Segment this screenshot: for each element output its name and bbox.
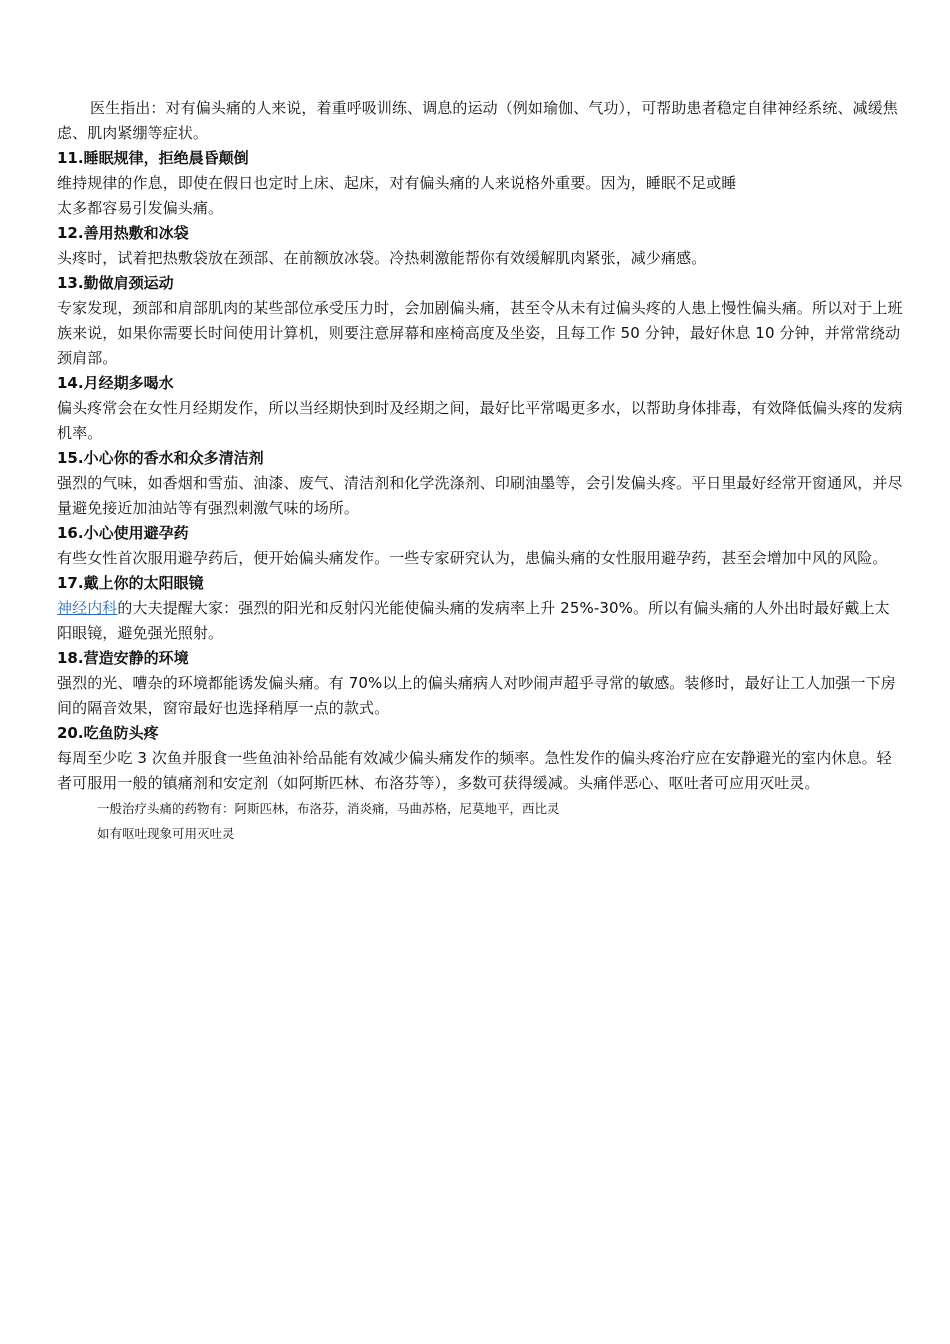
section-body-11-line2: 太多都容易引发偏头痛。 — [57, 199, 224, 217]
section-heading-20: 20.吃鱼防头疼 — [57, 724, 159, 742]
section-heading-13: 13.勤做肩颈运动 — [57, 274, 174, 292]
section-body-16: 有些女性首次服用避孕药后，便开始偏头痛发作。一些专家研究认为，患偏头痛的女性服用避孕药，甚至会增加中风的风险。 — [57, 549, 888, 567]
section-body-17-text: 的大夫提醒大家：强烈的阳光和反射闪光能使偏头痛的发病率上升 25%-30%。所以有偏头痛的人外出时最好戴上太阳眼镜，避免强光照射。 — [57, 599, 890, 642]
section-heading-17: 17.戴上你的太阳眼镜 — [57, 574, 204, 592]
section-heading-14: 14.月经期多喝水 — [57, 374, 174, 392]
document-page — [57, 96, 903, 846]
section-heading-16: 16.小心使用避孕药 — [57, 524, 189, 542]
section-heading-12: 12.善用热敷和冰袋 — [57, 224, 189, 242]
section-body-13: 专家发现，颈部和肩部肌肉的某些部位承受压力时，会加剧偏头痛，甚至令从未有过偏头疼的人患上慢性偏头痛。所以对于上班族来说，如果你需要长时间使用计算机，则要注意屏幕和座椅高度及坐姿，且每工作 50 分钟，最好休息 10 分钟，并常常绕动颈肩部。 — [57, 299, 903, 367]
section-heading-11: 11.睡眠规律，拒绝晨昏颠倒 — [57, 149, 249, 167]
section-body-15: 强烈的气味，如香烟和雪茄、油漆、废气、清洁剂和化学洗涤剂、印刷油墨等，会引发偏头疼。平日里最好经常开窗通风，并尽量避免接近加油站等有强烈刺激气味的场所。 — [57, 474, 903, 517]
medication-note: 一般治疗头痛的药物有：阿斯匹林，布洛芬，消炎痛，马曲苏格，尼莫地平，西比灵 — [97, 801, 560, 816]
section-body-14: 偏头疼常会在女性月经期发作，所以当经期快到时及经期之间，最好比平常喝更多水，以帮助身体排毒，有效降低偏头疼的发病机率。 — [57, 399, 903, 442]
vomiting-note: 如有呕吐现象可用灭吐灵 — [97, 826, 235, 841]
section-heading-15: 15.小心你的香水和众多清洁剂 — [57, 449, 264, 467]
intro-paragraph: 医生指出：对有偏头痛的人来说，着重呼吸训练、调息的运动（例如瑜伽、气功），可帮助患者稳定自律神经系统、减缓焦虑、肌肉紧绷等症状。 — [57, 99, 898, 142]
section-body-18: 强烈的光、嘈杂的环境都能诱发偏头痛。有 70%以上的偏头痛病人对吵闹声超乎寻常的敏感。装修时，最好让工人加强一下房间的隔音效果，窗帘最好也选择稍厚一点的款式。 — [57, 674, 896, 717]
section-body-17 — [57, 596, 903, 646]
section-heading-18: 18.营造安静的环境 — [57, 649, 189, 667]
section-body-11-line1: 维持规律的作息，即使在假日也定时上床、起床，对有偏头痛的人来说格外重要。因为，睡眠不足或睡 — [57, 174, 737, 192]
section-body-20: 每周至少吃 3 次鱼并服食一些鱼油补给品能有效减少偏头痛发作的频率。急性发作的偏头疼治疗应在安静避光的室内休息。轻者可服用一般的镇痛剂和安定剂（如阿斯匹林、布洛芬等），多数可获得缓减。头痛伴恶心、呕吐者可应用灭吐灵。 — [57, 749, 892, 792]
section-body-12: 头疼时，试着把热敷袋放在颈部、在前额放冰袋。冷热刺激能帮你有效缓解肌肉紧张，减少痛感。 — [57, 249, 707, 267]
neurology-link[interactable]: 神经内科 — [57, 599, 118, 617]
